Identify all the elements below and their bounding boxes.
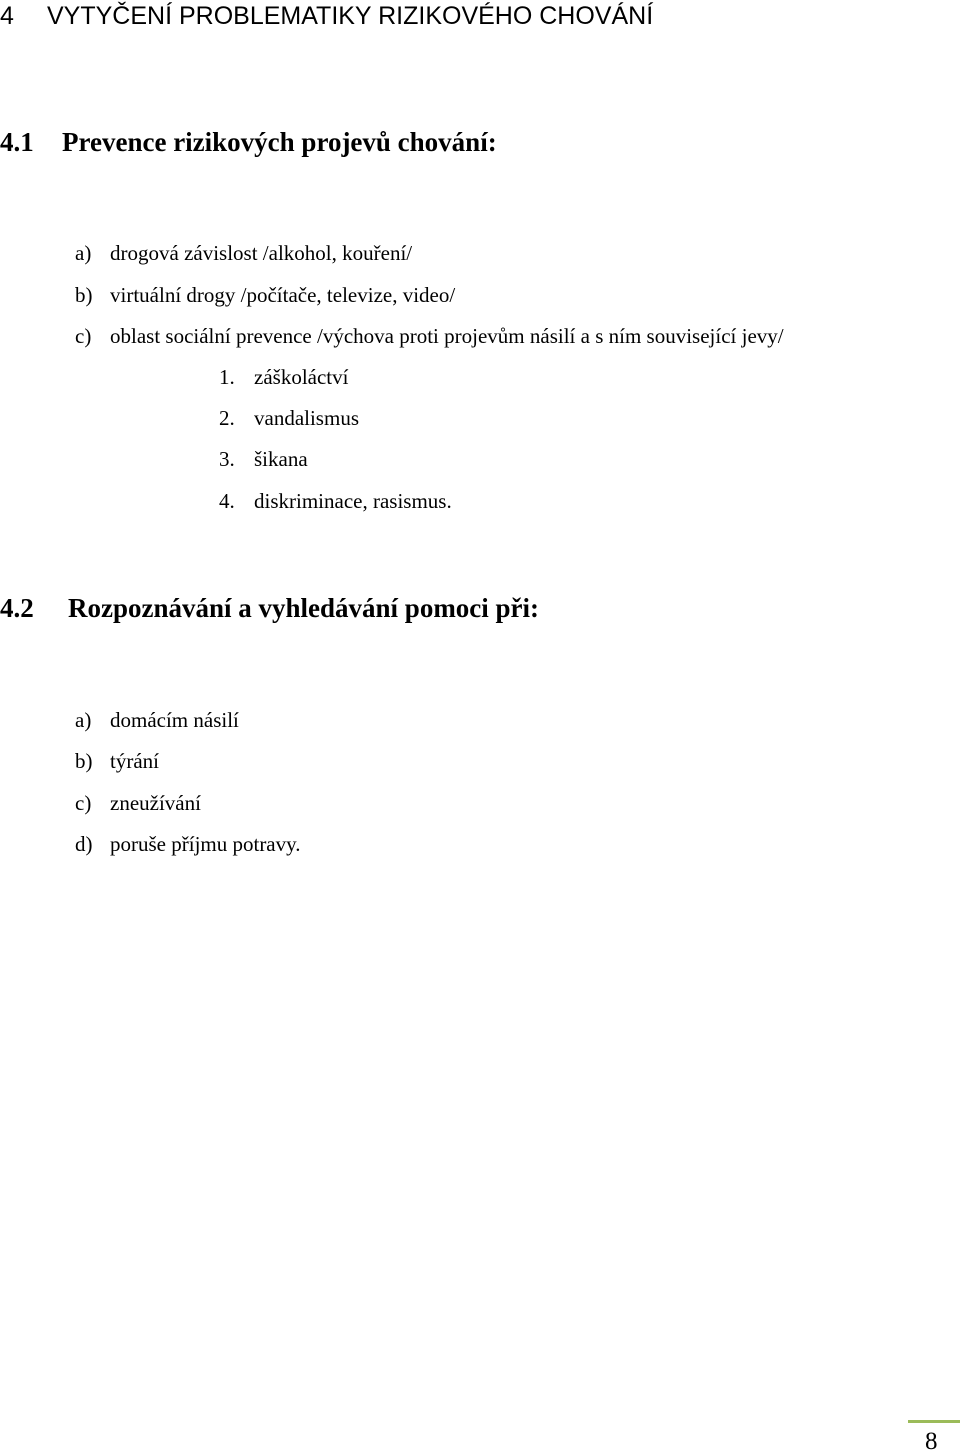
sublist-item-text: vandalismus xyxy=(254,406,359,430)
list-item-text: poruše příjmu potravy. xyxy=(110,832,301,856)
chapter-title: VYTYČENÍ PROBLEMATIKY RIZIKOVÉHO CHOVÁNÍ xyxy=(47,2,654,30)
list-item xyxy=(75,708,239,732)
sublist-item xyxy=(219,365,348,389)
list-marker: b) xyxy=(75,749,93,773)
list-item xyxy=(75,241,412,265)
list-marker: c) xyxy=(75,791,92,815)
list-marker: b) xyxy=(75,283,93,307)
sublist-marker: 1. xyxy=(219,365,235,389)
list-item xyxy=(75,791,201,815)
sublist-item-text: diskriminace, rasismus. xyxy=(254,489,452,513)
sublist-item-text: záškoláctví xyxy=(254,365,349,389)
list-marker: a) xyxy=(75,241,92,265)
sublist-item xyxy=(219,447,308,471)
list-item xyxy=(75,832,301,856)
chapter-number: 4 xyxy=(0,2,14,30)
list-marker: a) xyxy=(75,708,92,732)
sublist-marker: 2. xyxy=(219,406,235,430)
list-item xyxy=(75,324,784,348)
list-item-text: týrání xyxy=(110,749,159,773)
section-heading-4-1 xyxy=(0,127,497,158)
sublist-item xyxy=(219,406,359,430)
section-title: Rozpoznávání a vyhledávání pomoci při: xyxy=(68,593,540,623)
list-item-text: zneužívání xyxy=(110,791,201,815)
section-title: Prevence rizikových projevů chování: xyxy=(62,127,497,157)
section-number: 4.2 xyxy=(0,593,34,623)
list-item xyxy=(75,283,455,307)
sublist-marker: 3. xyxy=(219,447,235,471)
sublist-marker: 4. xyxy=(219,489,235,513)
sublist-item-text: šikana xyxy=(254,447,308,471)
section-heading-4-2 xyxy=(0,593,539,624)
list-item-text: oblast sociální prevence /výchova proti projevům násilí a s ním související jevy/ xyxy=(110,324,784,348)
list-marker: d) xyxy=(75,832,93,856)
page-number: 8 xyxy=(925,1428,938,1455)
footer-rule xyxy=(908,1420,960,1423)
chapter-heading xyxy=(0,2,653,31)
list-marker: c) xyxy=(75,324,92,348)
list-item xyxy=(75,749,159,773)
section-number: 4.1 xyxy=(0,127,34,157)
list-item-text: drogová závislost /alkohol, kouření/ xyxy=(110,241,413,265)
list-item-text: virtuální drogy /počítače, televize, video/ xyxy=(110,283,456,307)
sublist-item xyxy=(219,489,452,513)
list-item-text: domácím násilí xyxy=(110,708,239,732)
